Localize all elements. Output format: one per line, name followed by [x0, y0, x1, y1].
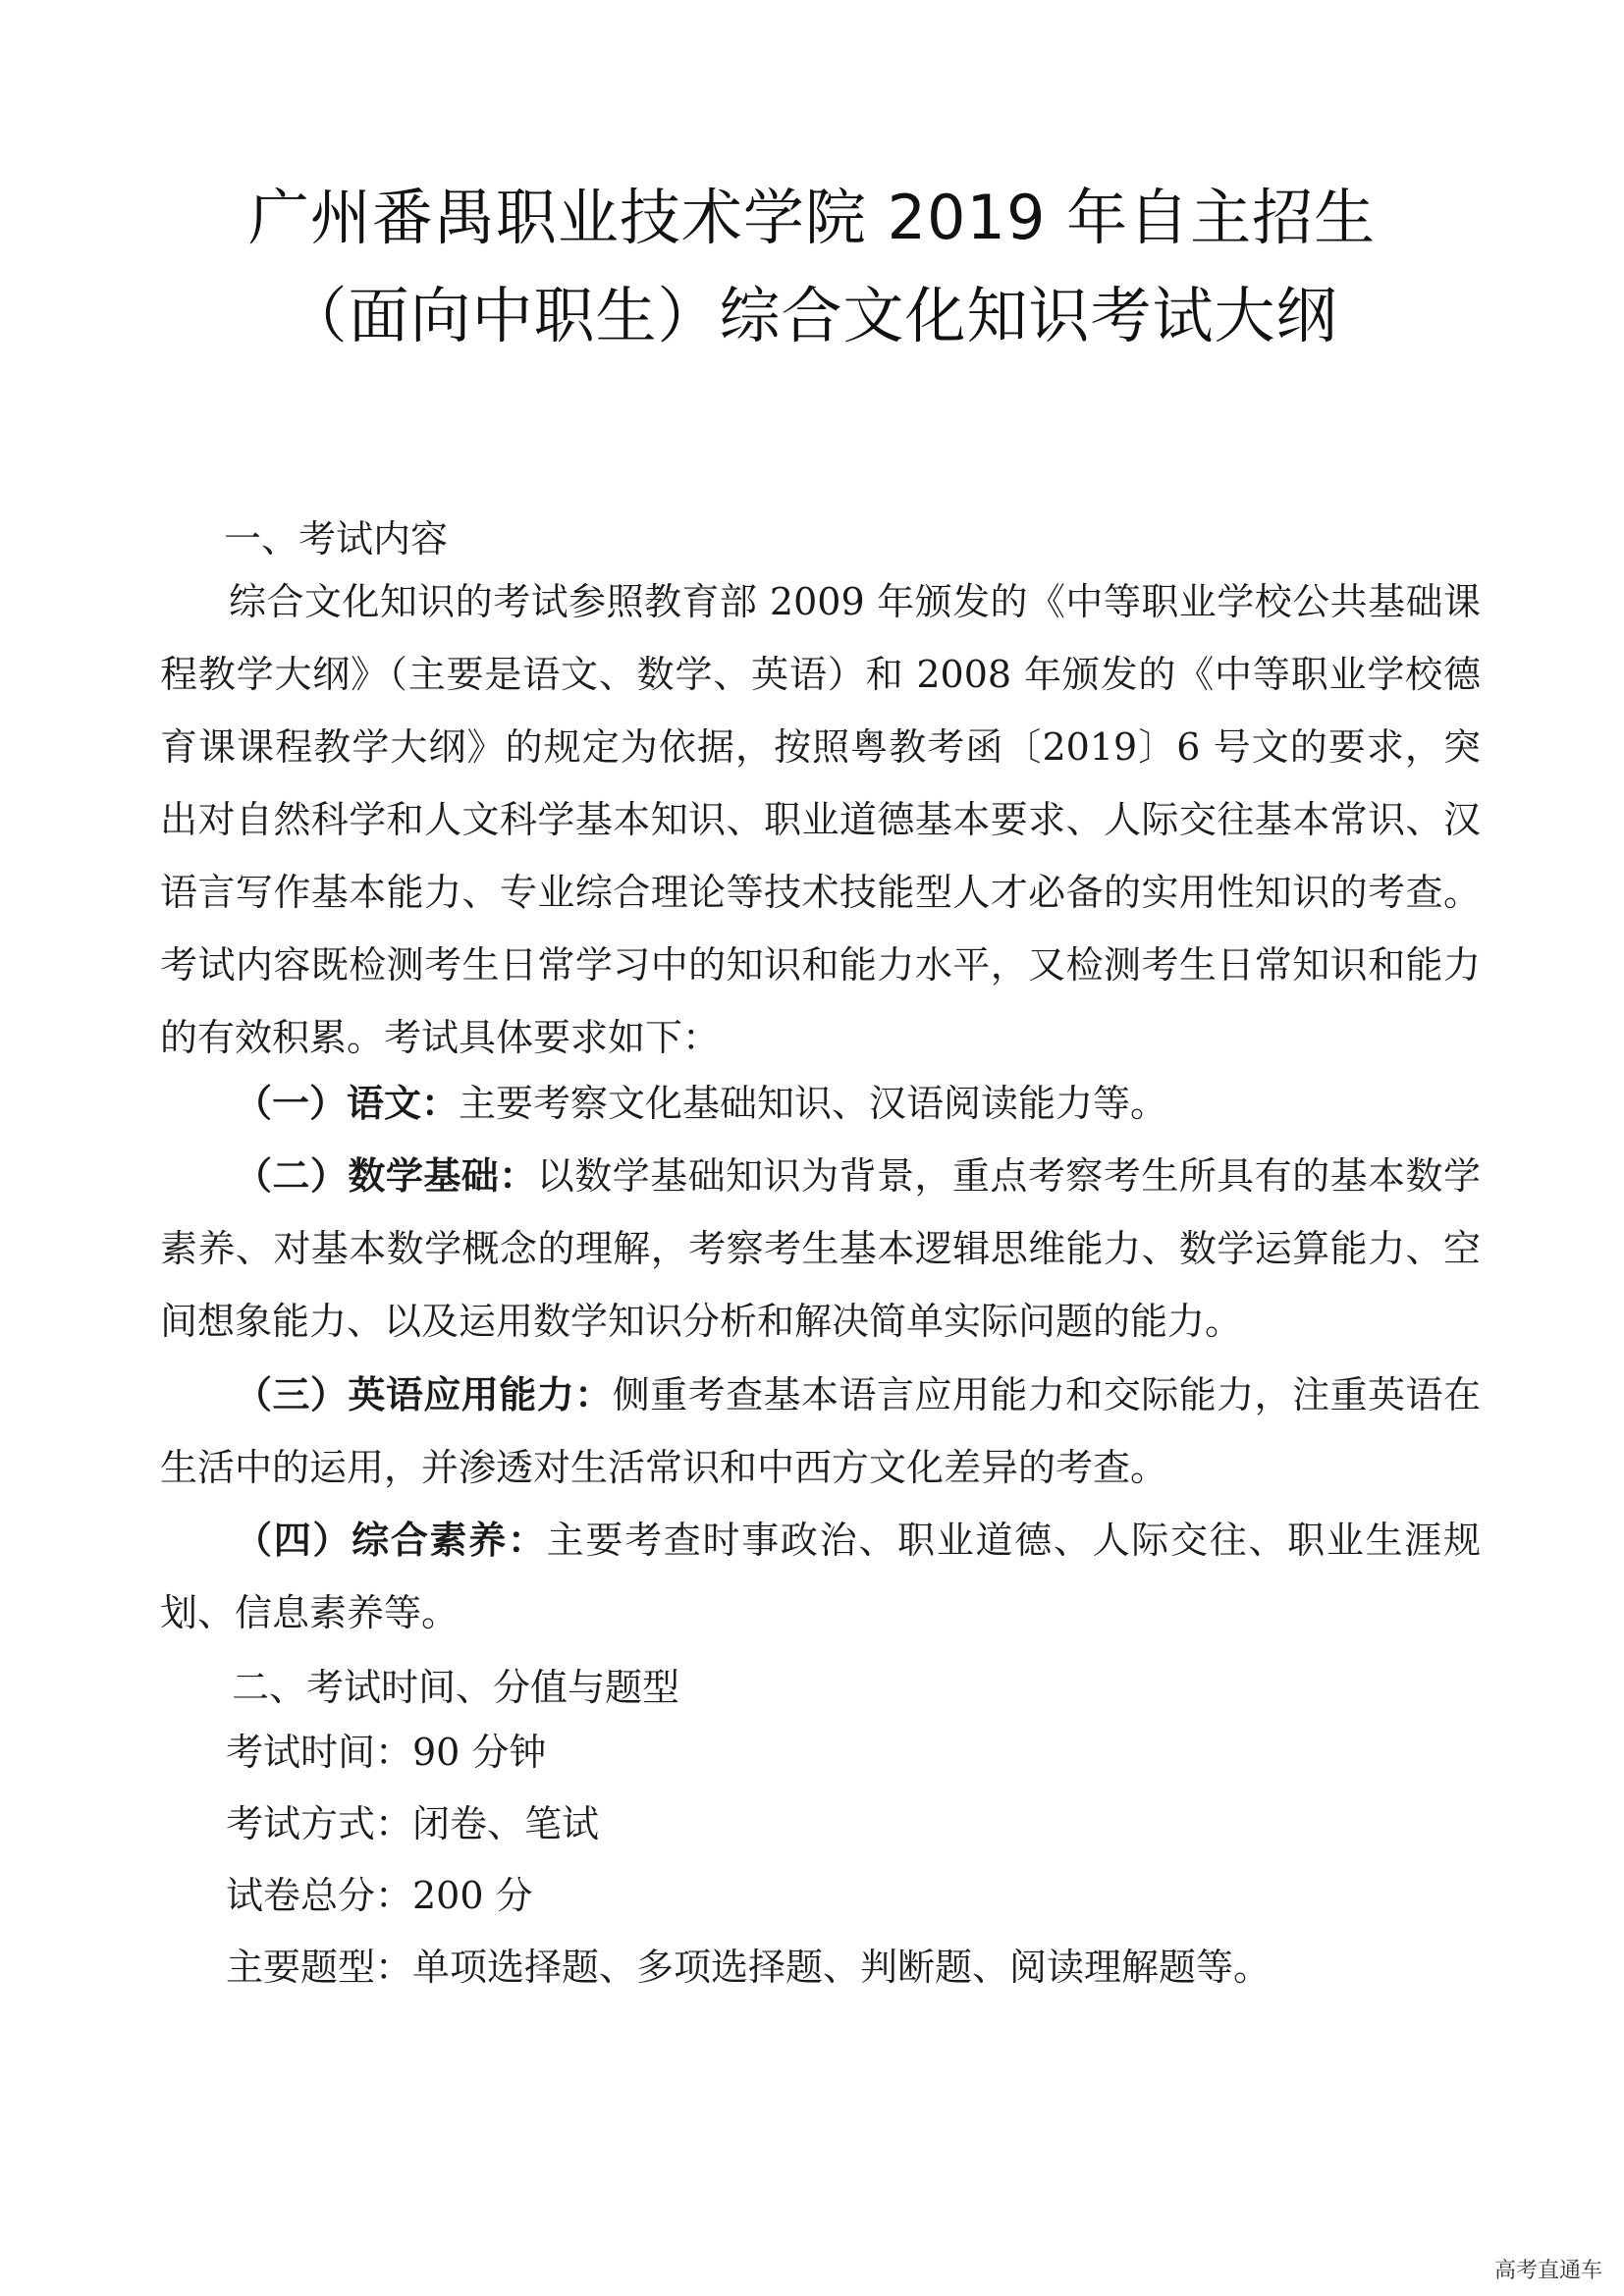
exam-item-math	[160, 1140, 1481, 1358]
exam-item-text: 以数学基础知识为背景，重点考察考生所具有的基本数学素养、对基本数学概念的理解，考察考生基本逻辑思维能力、数学运算能力、空间想象能力、以及运用数学知识分析和解决简单实际问题的能力。	[160, 1154, 1481, 1343]
exam-item-general	[160, 1504, 1481, 1649]
exam-item-english	[160, 1359, 1481, 1504]
exam-item-label: （三）英语应用能力：	[235, 1373, 613, 1416]
watermark: 高考直通车	[1493, 2259, 1602, 2283]
section-1-intro: 综合文化知识的考试参照教育部 2009 年颁发的《中等职业学校公共基础课程教学大纲》（主要是语文、数学、英语）和 2008 年颁发的《中等职业学校德育课课程教学大纲》的规定为依据，按照粤教考函〔2019〕6 号文的要求，突出对自然科学和人文科学基本知识、职业道德基本要求、人际交往基本常识、汉语言写作基本能力、专业综合理论等技术技能型人才必备的实用性知识的考查。考试内容既检测考生日常学习中的知识和能力水平，又检测考生日常知识和能力的有效积累。考试具体要求如下：	[160, 580, 1481, 1059]
exam-item-text: 主要考查时事政治、职业道德、人际交往、职业生涯规划、信息素养等。	[160, 1519, 1481, 1634]
exam-total-score: 试卷总分：200 分	[226, 1874, 533, 1917]
exam-item-label: （二）数学基础：	[235, 1154, 537, 1198]
exam-item-text: 主要考察文化基础知识、汉语阅读能力等。	[459, 1082, 1168, 1125]
exam-duration: 考试时间：90 分钟	[226, 1731, 547, 1774]
exam-item-text: 侧重考查基本语言应用能力和交际能力，注重英语在生活中的运用，并渗透对生活常识和中西方文化差异的考查。	[160, 1373, 1481, 1489]
document-title-line-2: （面向中职生）综合文化知识考试大纲	[286, 280, 1338, 351]
exam-item-chinese	[160, 1067, 1481, 1140]
section-2-heading: 二、考试时间、分值与题型	[232, 1666, 680, 1709]
exam-format: 考试方式：闭卷、笔试	[226, 1802, 600, 1845]
section-1-heading: 一、考试内容	[224, 517, 449, 561]
exam-question-types: 主要题型：单项选择题、多项选择题、判断题、阅读理解题等。	[226, 1946, 1272, 1989]
document-title-line-1: 广州番禺职业技术学院 2019 年自主招生	[247, 182, 1377, 253]
exam-item-label: （一）语文：	[235, 1082, 460, 1125]
exam-item-label: （四）综合素养：	[235, 1519, 547, 1562]
